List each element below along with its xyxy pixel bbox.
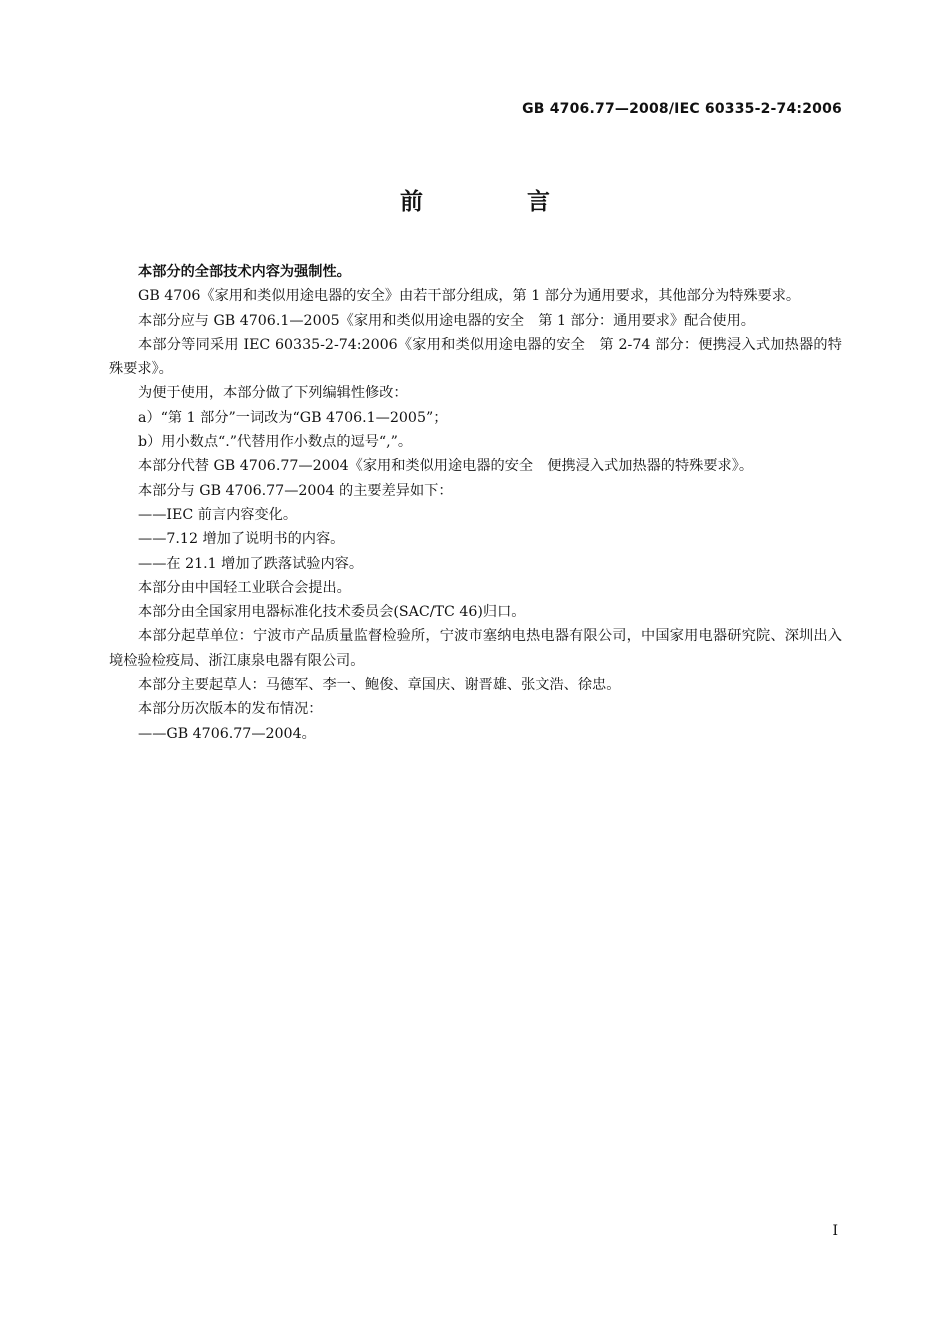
mandatory-statement: 本部分的全部技术内容为强制性。 bbox=[138, 264, 351, 280]
paragraph: 本部分由中国轻工业联合会提出。 bbox=[138, 579, 351, 596]
paragraph: 本部分代替 GB 4706.77—2004《家用和类似用途电器的安全 便携浸入式加热器的特殊要求》。 bbox=[138, 458, 754, 475]
list-item: ——7.12 增加了说明书的内容。 bbox=[138, 531, 345, 548]
list-item: ——GB 4706.77—2004。 bbox=[138, 725, 316, 742]
foreword-body bbox=[109, 260, 842, 746]
page-title: 前 言 bbox=[399, 189, 598, 215]
paragraph: 本部分等同采用 IEC 60335-2-74:2006《家用和类似用途电器的安全 第 2-74 部分：便携浸入式加热器的特殊要求》。 bbox=[109, 336, 842, 378]
page-number: I bbox=[832, 1223, 838, 1239]
paragraph: 本部分应与 GB 4706.1—2005《家用和类似用途电器的安全 第 1 部分：通用要求》配合使用。 bbox=[138, 312, 755, 329]
paragraph: GB 4706《家用和类似用途电器的安全》由若干部分组成，第 1 部分为通用要求，其他部分为特殊要求。 bbox=[138, 288, 801, 305]
paragraph: 本部分与 GB 4706.77—2004 的主要差异如下： bbox=[138, 482, 453, 499]
paragraph: 为便于使用，本部分做了下列编辑性修改： bbox=[138, 385, 408, 402]
paragraph: 本部分主要起草人：马德军、李一、鲍俊、章国庆、谢晋雄、张文浩、徐忠。 bbox=[138, 677, 621, 694]
paragraph: 本部分由全国家用电器标准化技术委员会(SAC/TC 46)归口。 bbox=[138, 604, 526, 621]
list-item: a）“第 1 部分”一词改为“GB 4706.1—2005”； bbox=[138, 409, 448, 426]
list-item: b）用小数点“.”代替用作小数点的逗号“,”。 bbox=[138, 434, 413, 451]
list-item: ——在 21.1 增加了跌落试验内容。 bbox=[138, 555, 364, 572]
paragraph: 本部分历次版本的发布情况： bbox=[138, 701, 323, 718]
list-item: ——IEC 前言内容变化。 bbox=[138, 506, 298, 523]
standard-code: GB 4706.77—2008/IEC 60335-2-74:2006 bbox=[522, 101, 842, 117]
paragraph: 本部分起草单位：宁波市产品质量监督检验所，宁波市塞纳电热电器有限公司，中国家用电器研究院、深圳出入境检验检疫局、浙江康泉电器有限公司。 bbox=[109, 628, 842, 669]
